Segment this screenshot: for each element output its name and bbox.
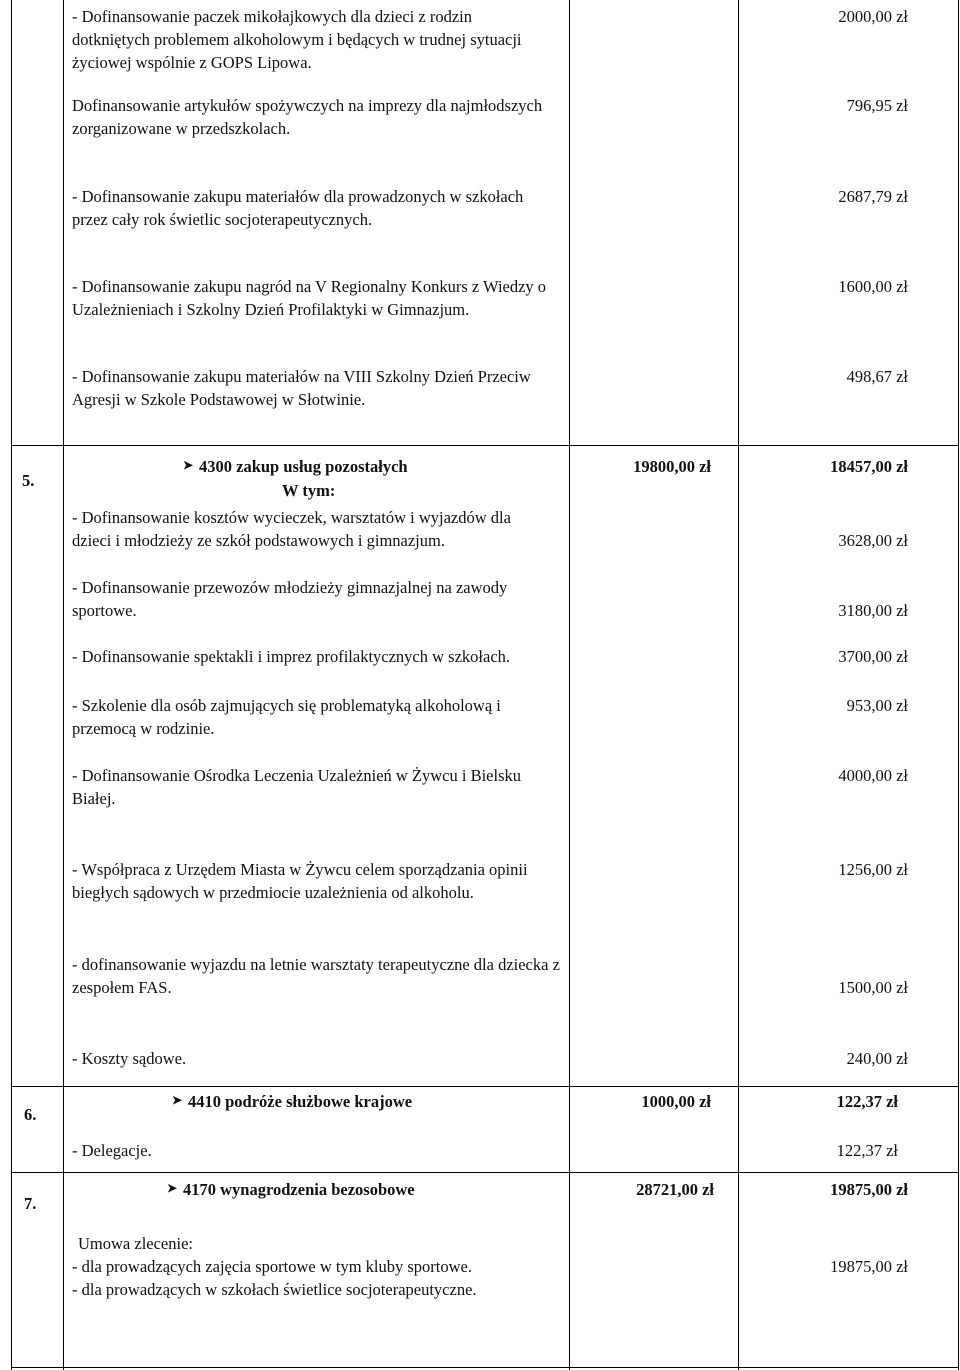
row-amount: 796,95 zł	[846, 96, 908, 115]
row-amount: 2687,79 zł	[838, 187, 908, 206]
table-border-left	[11, 0, 12, 1370]
item-description: - dofinansowanie wyjazdu na letnie warsztaty terapeutyczne dla dziecka z zespołem FAS.	[72, 955, 560, 997]
row-description: - Dofinansowanie paczek mikołajkowych dla dzieci z rodzin dotkniętych problemem alkoholowym i będących w trudnej sytuacji życiowej wspólnie z GOPS Lipowa.	[72, 7, 522, 72]
row-description: - Dofinansowanie zakupu materiałów na VIII Szkolny Dzień Przeciw Agresji w Szkole Podstawowej w Słotwinie.	[72, 367, 531, 409]
executed-amount: 19875,00 zł	[830, 1180, 908, 1199]
section-heading: 4170 wynagrodzenia bezosobowe	[183, 1180, 415, 1199]
contract-intro: Umowa zlecenie:	[78, 1234, 193, 1253]
item-description: - Dofinansowanie Ośrodka Leczenia Uzależnień w Żywcu i Bielsku Białej.	[72, 766, 522, 808]
item-amount: 1256,00 zł	[838, 860, 908, 879]
row-description: Dofinansowanie artykułów spożywczych na imprezy dla najmłodszych zorganizowane w przedszkolach.	[72, 96, 543, 138]
item-description: - Współpraca z Urzędem Miasta w Żywcu celem sporządzania opinii biegłych sądowych w przedmiocie uzależnienia od alkoholu.	[72, 860, 528, 902]
row-number: 7.	[24, 1194, 37, 1213]
bullet-icon: ➤	[172, 1093, 183, 1107]
row-amount: 1600,00 zł	[838, 277, 908, 296]
item-amount: 3700,00 zł	[838, 647, 908, 666]
row-description: - Dofinansowanie zakupu nagród na V Regionalny Konkurs z Wiedzy o Uzależnieniach i Szkolny Dzień Profilaktyki w Gimnazjum.	[72, 277, 547, 319]
item-amount: 953,00 zł	[846, 696, 908, 715]
item-description: - Dofinansowanie spektakli i imprez profilaktycznych w szkołach.	[72, 647, 511, 666]
row-description: - Dofinansowanie zakupu materiałów dla prowadzonych w szkołach przez cały rok świetlic socjoterapeutycznych.	[72, 187, 524, 229]
item-description: - Delegacje.	[72, 1141, 152, 1160]
section-heading: 4410 podróże służbowe krajowe	[188, 1092, 413, 1111]
item-amount: 4000,00 zł	[838, 766, 908, 785]
bullet-icon: ➤	[183, 458, 194, 472]
item-description: - Dofinansowanie przewozów młodzieży gimnazjalnej na zawody sportowe.	[72, 578, 508, 620]
row-separator	[11, 1172, 959, 1173]
executed-amount: 122,37 zł	[836, 1092, 898, 1111]
table-border-right	[958, 0, 959, 1370]
row-number: 5.	[22, 471, 35, 490]
row-number: 6.	[24, 1105, 37, 1124]
item-description: - Dofinansowanie kosztów wycieczek, warsztatów i wyjazdów dla dzieci i młodzieży ze szkół podstawowych i gimnazjum.	[72, 508, 511, 550]
planned-amount: 19800,00 zł	[633, 457, 711, 476]
item-amount: 1500,00 zł	[838, 978, 908, 997]
section-heading: 4300 zakup usług pozostałych	[199, 457, 408, 476]
item-description: - Szkolenie dla osób zajmujących się problematyką alkoholową i przemocą w rodzinie.	[72, 696, 501, 738]
column-divider-executed	[738, 0, 739, 1370]
item-description: - Koszty sądowe.	[72, 1049, 187, 1068]
row-separator	[11, 445, 959, 446]
column-divider-planned	[569, 0, 570, 1370]
item-amount: 3628,00 zł	[838, 531, 908, 550]
table-border-bottom	[11, 1367, 959, 1368]
bullet-icon: ➤	[167, 1181, 178, 1195]
row-amount: 2000,00 zł	[838, 7, 908, 26]
contract-line: - dla prowadzących w szkołach świetlice socjoterapeutyczne.	[72, 1280, 477, 1299]
contract-line: - dla prowadzących zajęcia sportowe w tym kluby sportowe.	[72, 1257, 472, 1276]
executed-amount: 18457,00 zł	[830, 457, 908, 476]
item-amount: 240,00 zł	[846, 1049, 908, 1068]
item-amount: 3180,00 zł	[838, 601, 908, 620]
planned-amount: 28721,00 zł	[636, 1180, 714, 1199]
item-amount: 19875,00 zł	[830, 1257, 908, 1276]
item-amount: 122,37 zł	[836, 1141, 898, 1160]
section-subheading: W tym:	[282, 481, 336, 500]
column-divider-description	[63, 0, 64, 1370]
row-amount: 498,67 zł	[846, 367, 908, 386]
planned-amount: 1000,00 zł	[641, 1092, 711, 1111]
row-separator	[11, 1086, 959, 1087]
